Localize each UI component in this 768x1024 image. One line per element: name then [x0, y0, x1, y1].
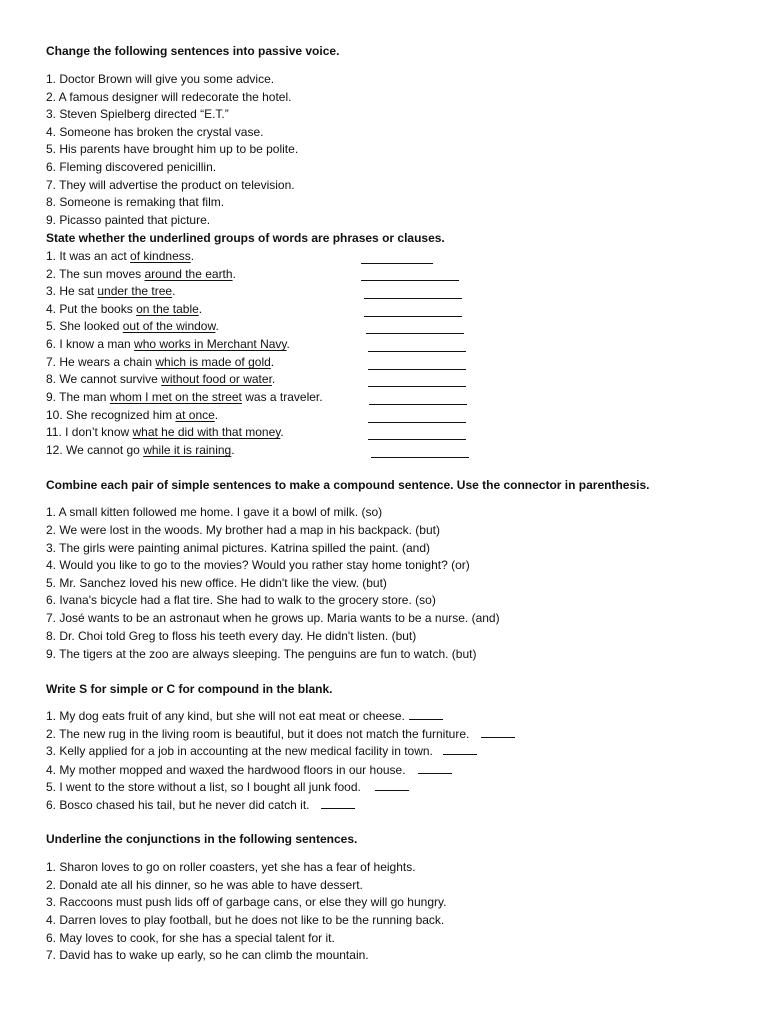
passive-item: 1. Doctor Brown will give you some advice. — [46, 72, 275, 86]
simple-compound-item: 3. Kelly applied for a job in accounting at the new medical facility in town. — [46, 743, 477, 759]
answer-blank[interactable] — [443, 743, 477, 755]
phrase-clause-item: 6. I know a man who works in Merchant Navy. — [46, 337, 290, 351]
phrase-clause-item: 12. We cannot go while it is raining. — [46, 443, 235, 457]
combine-item: 2. We were lost in the woods. My brother had a map in his backpack. (but) — [46, 523, 440, 537]
combine-item: 4. Would you like to go to the movies? Would you rather stay home tonight? (or) — [46, 558, 470, 572]
combine-item: 3. The girls were painting animal pictures. Katrina spilled the paint. (and) — [46, 541, 430, 555]
passive-item: 8. Someone is remaking that film. — [46, 195, 225, 209]
combine-item: 9. The tigers at the zoo are always sleeping. The penguins are fun to watch. (but) — [46, 647, 477, 661]
answer-blank[interactable] — [369, 403, 467, 405]
answer-blank[interactable] — [368, 421, 466, 423]
underlined-group: of kindness — [130, 249, 191, 263]
section-heading-simple-compound: Write S for simple or C for compound in the blank. — [46, 682, 333, 696]
answer-blank[interactable] — [364, 297, 462, 299]
answer-blank[interactable] — [481, 726, 515, 738]
phrase-clause-item: 1. It was an act of kindness. — [46, 249, 195, 263]
simple-compound-item: 4. My mother mopped and waxed the hardwood floors in our house. — [46, 762, 452, 778]
simple-compound-item: 1. My dog eats fruit of any kind, but she will not eat meat or cheese. — [46, 708, 443, 724]
section-heading-phrases-clauses: State whether the underlined groups of words are phrases or clauses. — [46, 231, 445, 245]
passive-item: 3. Steven Spielberg directed “E.T.” — [46, 107, 229, 121]
combine-item: 5. Mr. Sanchez loved his new office. He didn't like the view. (but) — [46, 576, 387, 590]
passive-item: 4. Someone has broken the crystal vase. — [46, 125, 264, 139]
phrase-clause-item: 2. The sun moves around the earth. — [46, 267, 236, 281]
passive-item: 6. Fleming discovered penicillin. — [46, 160, 217, 174]
phrase-clause-item: 7. He wears a chain which is made of gold. — [46, 355, 275, 369]
section-heading-passive-voice: Change the following sentences into passive voice. — [46, 44, 340, 58]
phrase-clause-item: 8. We cannot survive without food or water. — [46, 372, 276, 386]
section-heading-conjunctions: Underline the conjunctions in the following sentences. — [46, 832, 358, 846]
underlined-group: which is made of gold — [155, 355, 271, 369]
answer-blank[interactable] — [368, 350, 466, 352]
simple-compound-item: 6. Bosco chased his tail, but he never did catch it. — [46, 797, 355, 813]
passive-item: 2. A famous designer will redecorate the hotel. — [46, 90, 292, 104]
combine-item: 7. José wants to be an astronaut when he grows up. Maria wants to be a nurse. (and) — [46, 611, 500, 625]
conjunction-item: 3. Raccoons must push lids off of garbage cans, or else they will go hungry. — [46, 895, 447, 909]
answer-blank[interactable] — [409, 708, 443, 720]
answer-blank[interactable] — [361, 279, 459, 281]
answer-blank[interactable] — [366, 332, 464, 334]
answer-blank[interactable] — [321, 797, 355, 809]
underlined-group: under the tree — [97, 284, 173, 298]
underlined-group: at once — [175, 408, 215, 422]
passive-item: 9. Picasso painted that picture. — [46, 213, 211, 227]
underlined-group: around the earth — [144, 267, 233, 281]
conjunction-item: 6. May loves to cook, for she has a special talent for it. — [46, 931, 335, 945]
section-heading-compound-sentence: Combine each pair of simple sentences to make a compound sentence. Use the connector in parenthesis. — [46, 478, 650, 492]
phrase-clause-item: 10. She recognized him at once. — [46, 408, 219, 422]
answer-blank[interactable] — [364, 315, 462, 317]
underlined-group: while it is raining — [143, 443, 232, 457]
conjunction-item: 1. Sharon loves to go on roller coasters, yet she has a fear of heights. — [46, 860, 416, 874]
answer-blank[interactable] — [375, 779, 409, 791]
conjunction-item: 4. Darren loves to play football, but he does not like to be the running back. — [46, 913, 445, 927]
combine-item: 6. Ivana's bicycle had a flat tire. She had to walk to the grocery store. (so) — [46, 593, 436, 607]
underlined-group: out of the window — [122, 319, 216, 333]
conjunction-item: 2. Donald ate all his dinner, so he was able to have dessert. — [46, 878, 363, 892]
combine-item: 8. Dr. Choi told Greg to floss his teeth every day. He didn't listen. (but) — [46, 629, 417, 643]
phrase-clause-item: 5. She looked out of the window. — [46, 319, 219, 333]
underlined-group: who works in Merchant Navy — [134, 337, 287, 351]
simple-compound-item: 5. I went to the store without a list, so I bought all junk food. — [46, 779, 409, 795]
answer-blank[interactable] — [361, 262, 433, 264]
answer-blank[interactable] — [418, 762, 452, 774]
phrase-clause-item: 3. He sat under the tree. — [46, 284, 176, 298]
phrase-clause-item: 9. The man whom I met on the street was a traveler. — [46, 390, 323, 404]
underlined-group: what he did with that money — [132, 425, 281, 439]
underlined-group: without food or water — [161, 372, 272, 386]
underlined-group: whom I met on the street — [109, 390, 242, 404]
answer-blank[interactable] — [368, 438, 466, 440]
combine-item: 1. A small kitten followed me home. I gave it a bowl of milk. (so) — [46, 505, 383, 519]
phrase-clause-item: 11. I don’t know what he did with that money. — [46, 425, 284, 439]
simple-compound-item: 2. The new rug in the living room is beautiful, but it does not match the furniture. — [46, 726, 515, 742]
conjunction-item: 7. David has to wake up early, so he can climb the mountain. — [46, 948, 369, 962]
passive-item: 5. His parents have brought him up to be polite. — [46, 142, 299, 156]
phrase-clause-item: 4. Put the books on the table. — [46, 302, 203, 316]
underlined-group: on the table — [136, 302, 199, 316]
answer-blank[interactable] — [371, 456, 469, 458]
passive-item: 7. They will advertise the product on television. — [46, 178, 295, 192]
answer-blank[interactable] — [368, 385, 466, 387]
answer-blank[interactable] — [368, 368, 466, 370]
